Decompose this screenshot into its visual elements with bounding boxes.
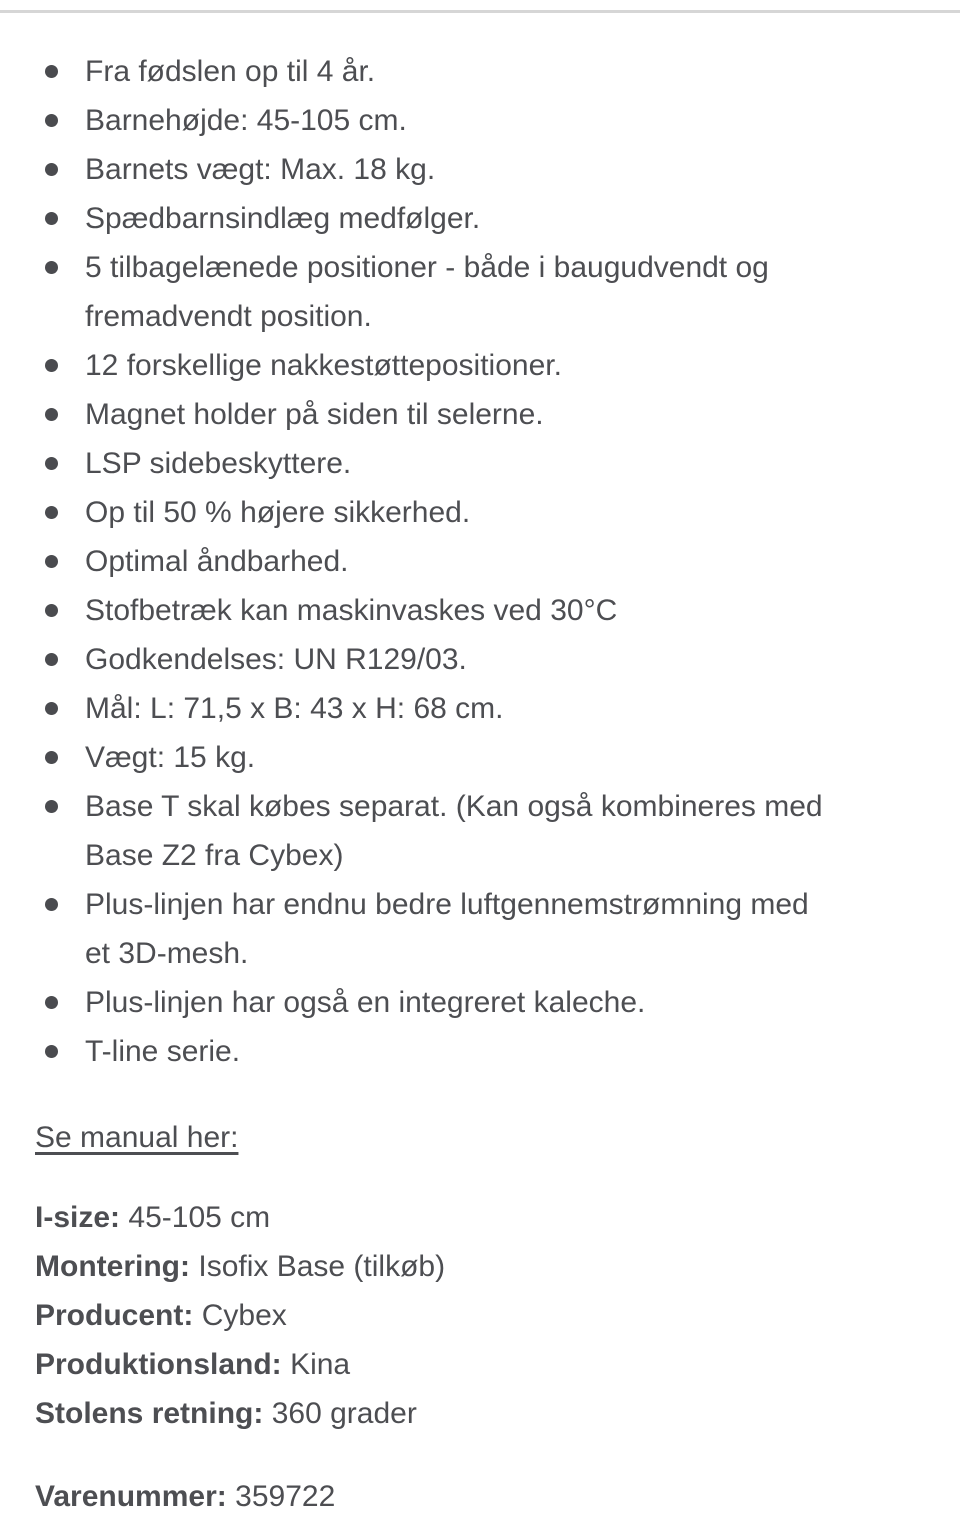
feature-text: 5 tilbagelænede positioner - både i baugudvendt og fremadvendt position. [85,251,769,333]
feature-text: Plus-linjen har også en integreret kaleche. [85,986,646,1019]
feature-text: Mål: L: 71,5 x B: 43 x H: 68 cm. [85,692,504,725]
spec-label: Producent: [35,1299,194,1332]
spec-row-isize [35,1193,920,1242]
bullet-icon [45,506,58,519]
list-item [35,341,920,390]
feature-text: LSP sidebeskyttere. [85,447,352,480]
list-item [35,635,920,684]
spec-value: 360 grader [271,1397,417,1430]
bullet-icon [45,65,58,78]
list-item [35,96,920,145]
list-item [35,586,920,635]
list-item [35,1027,920,1076]
bullet-icon [45,898,58,911]
bullet-icon [45,751,58,764]
spec-label: I-size: [35,1201,121,1234]
spec-value: 45-105 cm [128,1201,271,1234]
list-item [35,145,920,194]
item-number-label: Varenummer: [35,1480,227,1513]
spec-row-producent [35,1291,920,1340]
spec-row-produktionsland [35,1340,920,1389]
bullet-icon [45,604,58,617]
feature-text: Vægt: 15 kg. [85,741,256,774]
list-item [35,488,920,537]
feature-text: Stofbetræk kan maskinvaskes ved 30°C [85,594,618,627]
list-item [35,782,920,880]
spec-label: Produktionsland: [35,1348,282,1381]
feature-list [35,47,920,1076]
bullet-icon [45,261,58,274]
bullet-icon [45,457,58,470]
list-item [35,194,920,243]
list-item [35,537,920,586]
spec-label: Stolens retning: [35,1397,264,1430]
feature-text: Barnets vægt: Max. 18 kg. [85,153,436,186]
feature-text: Magnet holder på siden til selerne. [85,398,544,431]
list-item [35,439,920,488]
manual-link[interactable]: Se manual her: [35,1121,239,1154]
list-item [35,684,920,733]
bullet-icon [45,114,58,127]
feature-text: Op til 50 % højere sikkerhed. [85,496,471,529]
feature-text: Spædbarnsindlæg medfølger. [85,202,481,235]
spec-value: Kina [290,1348,351,1381]
bullet-icon [45,359,58,372]
product-description [0,13,960,1521]
spec-row-stolens-retning [35,1389,920,1438]
item-number-value: 359722 [235,1480,336,1513]
manual-link-row [35,1113,920,1162]
bullet-icon [45,702,58,715]
list-item [35,390,920,439]
bullet-icon [45,408,58,421]
spec-list [35,1193,920,1438]
list-item [35,978,920,1027]
bullet-icon [45,653,58,666]
feature-text: Barnehøjde: 45-105 cm. [85,104,407,137]
feature-text: Optimal åndbarhed. [85,545,349,578]
list-item [35,243,920,341]
bullet-icon [45,800,58,813]
bullet-icon [45,212,58,225]
spec-row-montering [35,1242,920,1291]
feature-text: Godkendelses: UN R129/03. [85,643,467,676]
spec-value: Isofix Base (tilkøb) [198,1250,446,1283]
feature-text: Plus-linjen har endnu bedre luftgennemstrømning med et 3D-mesh. [85,888,809,970]
feature-text: Fra fødslen op til 4 år. [85,55,376,88]
spec-value: Cybex [201,1299,287,1332]
feature-text: 12 forskellige nakkestøttepositioner. [85,349,562,382]
list-item [35,47,920,96]
spec-label: Montering: [35,1250,190,1283]
bullet-icon [45,163,58,176]
bullet-icon [45,996,58,1009]
bullet-icon [45,1045,58,1058]
list-item [35,880,920,978]
feature-text: T-line serie. [85,1035,241,1068]
feature-text: Base T skal købes separat. (Kan også kombineres med Base Z2 fra Cybex) [85,790,823,872]
list-item [35,733,920,782]
item-number-row [35,1472,920,1521]
bullet-icon [45,555,58,568]
